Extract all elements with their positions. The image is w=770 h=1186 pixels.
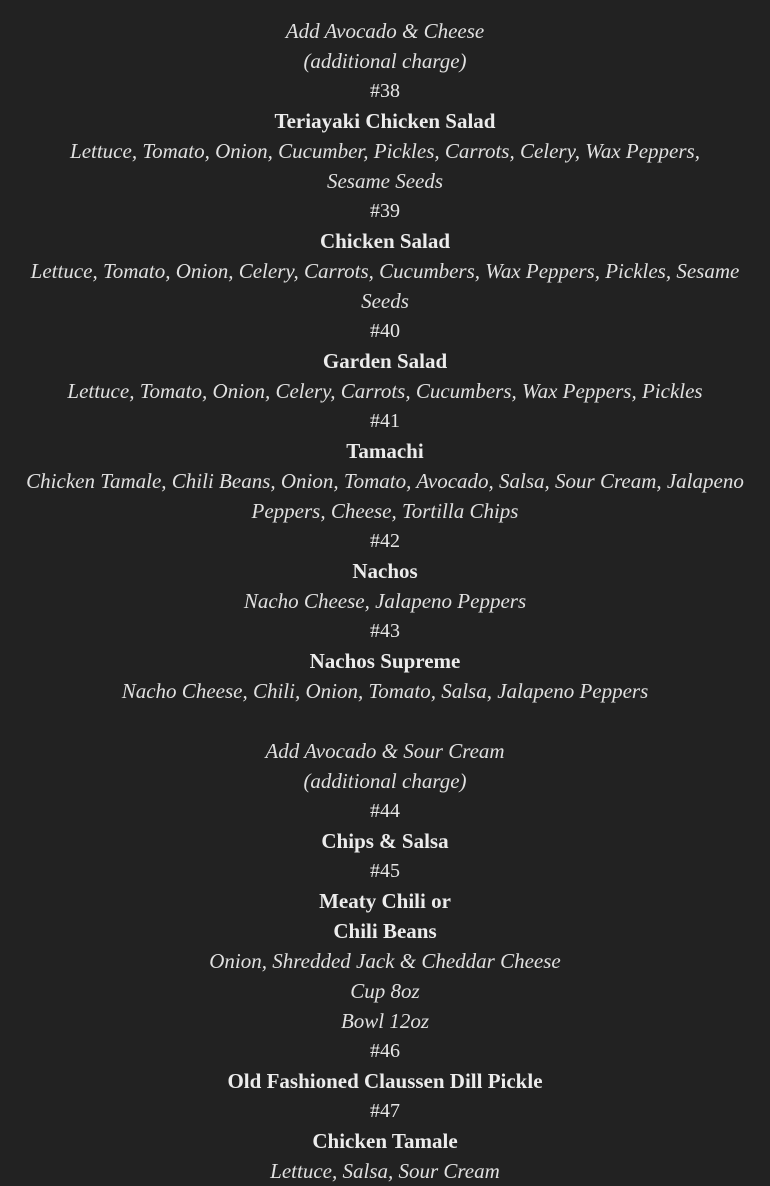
item-title: Nachos xyxy=(352,559,418,583)
item-size: Bowl 12oz xyxy=(340,1009,430,1033)
item-title: Nachos Supreme xyxy=(309,649,461,673)
item-description: Lettuce, Tomato, Onion, Cucumber, Pickles, Carrots, Celery, Wax Peppers, xyxy=(70,139,700,163)
item-number: #40 xyxy=(370,320,400,342)
intro-addon xyxy=(0,16,770,76)
item-title: Chili Beans xyxy=(333,919,437,943)
item-number: #39 xyxy=(370,200,400,222)
menu-item-46 xyxy=(0,1036,770,1096)
item-description: Lettuce, Tomato, Onion, Celery, Carrots, Cucumbers, Wax Peppers, Pickles xyxy=(67,379,703,403)
menu-item-42 xyxy=(0,526,770,616)
menu-item-40 xyxy=(0,316,770,406)
addon-line: Add Avocado & Sour Cream xyxy=(265,739,505,763)
item-title: Chicken Tamale xyxy=(312,1129,458,1153)
addon-line: (additional charge) xyxy=(303,769,467,793)
item-title: Old Fashioned Claussen Dill Pickle xyxy=(227,1069,543,1093)
menu-item-41 xyxy=(0,406,770,526)
item-number: #38 xyxy=(370,80,400,102)
item-description: Sesame Seeds xyxy=(326,169,444,193)
addon-line: (additional charge) xyxy=(303,49,467,73)
item-description: Onion, Shredded Jack & Cheddar Cheese xyxy=(209,949,561,973)
item-description: Peppers, Cheese, Tortilla Chips xyxy=(251,499,519,523)
item-number: #47 xyxy=(370,1100,400,1122)
item-number: #42 xyxy=(370,530,400,552)
menu-page xyxy=(0,16,770,1186)
menu-item-44 xyxy=(0,796,770,856)
menu-item-38 xyxy=(0,76,770,196)
item-title: Meaty Chili or xyxy=(319,889,451,913)
menu-item-43 xyxy=(0,616,770,796)
item-description: Nacho Cheese, Jalapeno Peppers xyxy=(243,589,527,613)
item-number: #44 xyxy=(370,800,400,822)
item-number: #45 xyxy=(370,860,400,882)
menu-item-47 xyxy=(0,1096,770,1186)
item-title: Teriayaki Chicken Salad xyxy=(274,109,496,133)
item-number: #41 xyxy=(370,410,400,432)
item-number: #43 xyxy=(370,620,400,642)
item-number: #46 xyxy=(370,1040,400,1062)
item-title: Chicken Salad xyxy=(319,229,451,253)
addon-line: Add Avocado & Cheese xyxy=(285,19,485,43)
spacer xyxy=(0,706,770,736)
item-description: Lettuce, Tomato, Onion, Celery, Carrots, Cucumbers, Wax Peppers, Pickles, Sesame xyxy=(30,259,740,283)
item-title: Tamachi xyxy=(346,439,424,463)
item-description: Lettuce, Salsa, Sour Cream xyxy=(270,1159,500,1183)
item-description: Seeds xyxy=(361,289,409,313)
item-size: Cup 8oz xyxy=(350,979,420,1003)
item-description: Nacho Cheese, Chili, Onion, Tomato, Salsa, Jalapeno Peppers xyxy=(121,679,649,703)
menu-item-39 xyxy=(0,196,770,316)
item-description: Chicken Tamale, Chili Beans, Onion, Tomato, Avocado, Salsa, Sour Cream, Jalapeno xyxy=(26,469,744,493)
item-title: Garden Salad xyxy=(322,349,448,373)
item-title: Chips & Salsa xyxy=(321,829,449,853)
menu-item-45 xyxy=(0,856,770,1036)
